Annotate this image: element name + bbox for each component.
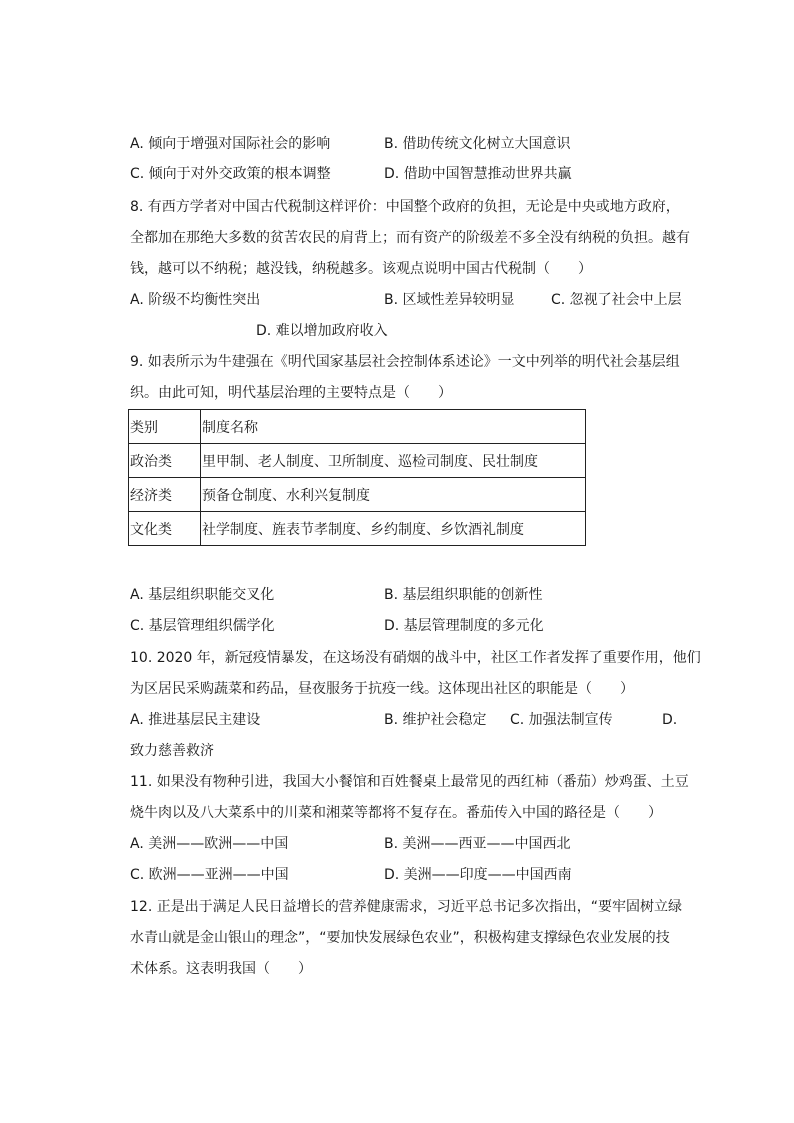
- q9-option-c: C. 基层管理组织儒学化: [130, 618, 275, 634]
- table-row: [129, 478, 586, 512]
- q12-stem-line-1: 12. 正是出于满足人民日益增长的营养健康需求，习近平总书记多次指出，“要牢固树立绿: [130, 899, 682, 915]
- q9-table: [128, 409, 586, 546]
- table-header-row: [129, 410, 586, 444]
- q8-option-b: B. 区域性差异较明显: [384, 292, 515, 308]
- q10-option-d-label: D.: [662, 712, 678, 728]
- q10-stem-line-1: 10. 2020 年，新冠疫情暴发，在这场没有硝烟的战斗中，社区工作者发挥了重要作用，他们: [130, 650, 701, 666]
- q10-option-b: B. 维护社会稳定: [384, 712, 487, 728]
- q8-option-a: A. 阶级不均衡性突出: [130, 292, 261, 308]
- q9-option-b: B. 基层组织职能的创新性: [384, 587, 543, 603]
- table-cell: 里甲制、老人制度、卫所制度、巡检司制度、民壮制度: [201, 444, 586, 478]
- table-cell: 预备仓制度、水利兴复制度: [201, 478, 586, 512]
- table-header-cell: 制度名称: [201, 410, 586, 444]
- table-cell: 经济类: [129, 478, 201, 512]
- table-cell: 社学制度、旌表节孝制度、乡约制度、乡饮酒礼制度: [201, 512, 586, 546]
- q9-option-a: A. 基层组织职能交叉化: [130, 587, 275, 603]
- q7-option-b: B. 借助传统文化树立大国意识: [384, 136, 571, 152]
- q8-option-c: C. 忽视了社会中上层: [551, 292, 682, 308]
- q11-option-c: C. 欧洲——亚洲——中国: [130, 867, 289, 883]
- q8-option-d: D. 难以增加政府收入: [256, 323, 388, 339]
- q8-stem-line-2: 全都加在那绝大多数的贫苦农民的肩背上；而有资产的阶级差不多全没有纳税的负担。越有: [130, 230, 690, 246]
- q10-option-a: A. 推进基层民主建设: [130, 712, 261, 728]
- table-header-cell: 类别: [129, 410, 201, 444]
- q8-stem-line-3: 钱，越可以不纳税；越没钱，纳税越多。该观点说明中国古代税制（ ）: [130, 261, 592, 277]
- q11-option-d: D. 美洲——印度——中国西南: [384, 867, 572, 883]
- table-cell: 政治类: [129, 444, 201, 478]
- q11-stem-line-2: 烧牛肉以及八大菜系中的川菜和湘菜等都将不复存在。番茄传入中国的路径是（ ）: [130, 805, 662, 821]
- q10-option-c: C. 加强法制宣传: [510, 712, 613, 728]
- q9-stem-line-1: 9. 如表所示为牛建强在《明代国家基层社会控制体系述论》一文中列举的明代社会基层组: [130, 354, 680, 370]
- q11-option-b: B. 美洲——西亚——中国西北: [384, 836, 571, 852]
- q9-option-d: D. 基层管理制度的多元化: [384, 618, 544, 634]
- q7-option-d: D. 借助中国智慧推动世界共赢: [384, 166, 572, 182]
- table-row: [129, 444, 586, 478]
- q10-option-d-text: 致力慈善救济: [130, 743, 214, 759]
- table-row: [129, 512, 586, 546]
- q9-stem-line-2: 织。由此可知，明代基层治理的主要特点是（ ）: [130, 385, 452, 401]
- q12-stem-line-2: 水青山就是金山银山的理念”，“要加快发展绿色农业”，积极构建支撑绿色农业发展的技: [130, 930, 670, 946]
- table-cell: 文化类: [129, 512, 201, 546]
- q7-option-c: C. 倾向于对外交政策的根本调整: [130, 166, 331, 182]
- q7-option-a: A. 倾向于增强对国际社会的影响: [130, 136, 331, 152]
- q8-stem-line-1: 8. 有西方学者对中国古代税制这样评价：中国整个政府的负担，无论是中央或地方政府，: [130, 199, 680, 215]
- q10-stem-line-2: 为区居民采购蔬菜和药品，昼夜服务于抗疫一线。这体现出社区的职能是（ ）: [130, 681, 634, 697]
- q11-option-a: A. 美洲——欧洲——中国: [130, 836, 289, 852]
- q12-stem-line-3: 术体系。这表明我国（ ）: [130, 961, 312, 977]
- q11-stem-line-1: 11. 如果没有物种引进，我国大小餐馆和百姓餐桌上最常见的西红柿（番茄）炒鸡蛋、土豆: [130, 774, 689, 790]
